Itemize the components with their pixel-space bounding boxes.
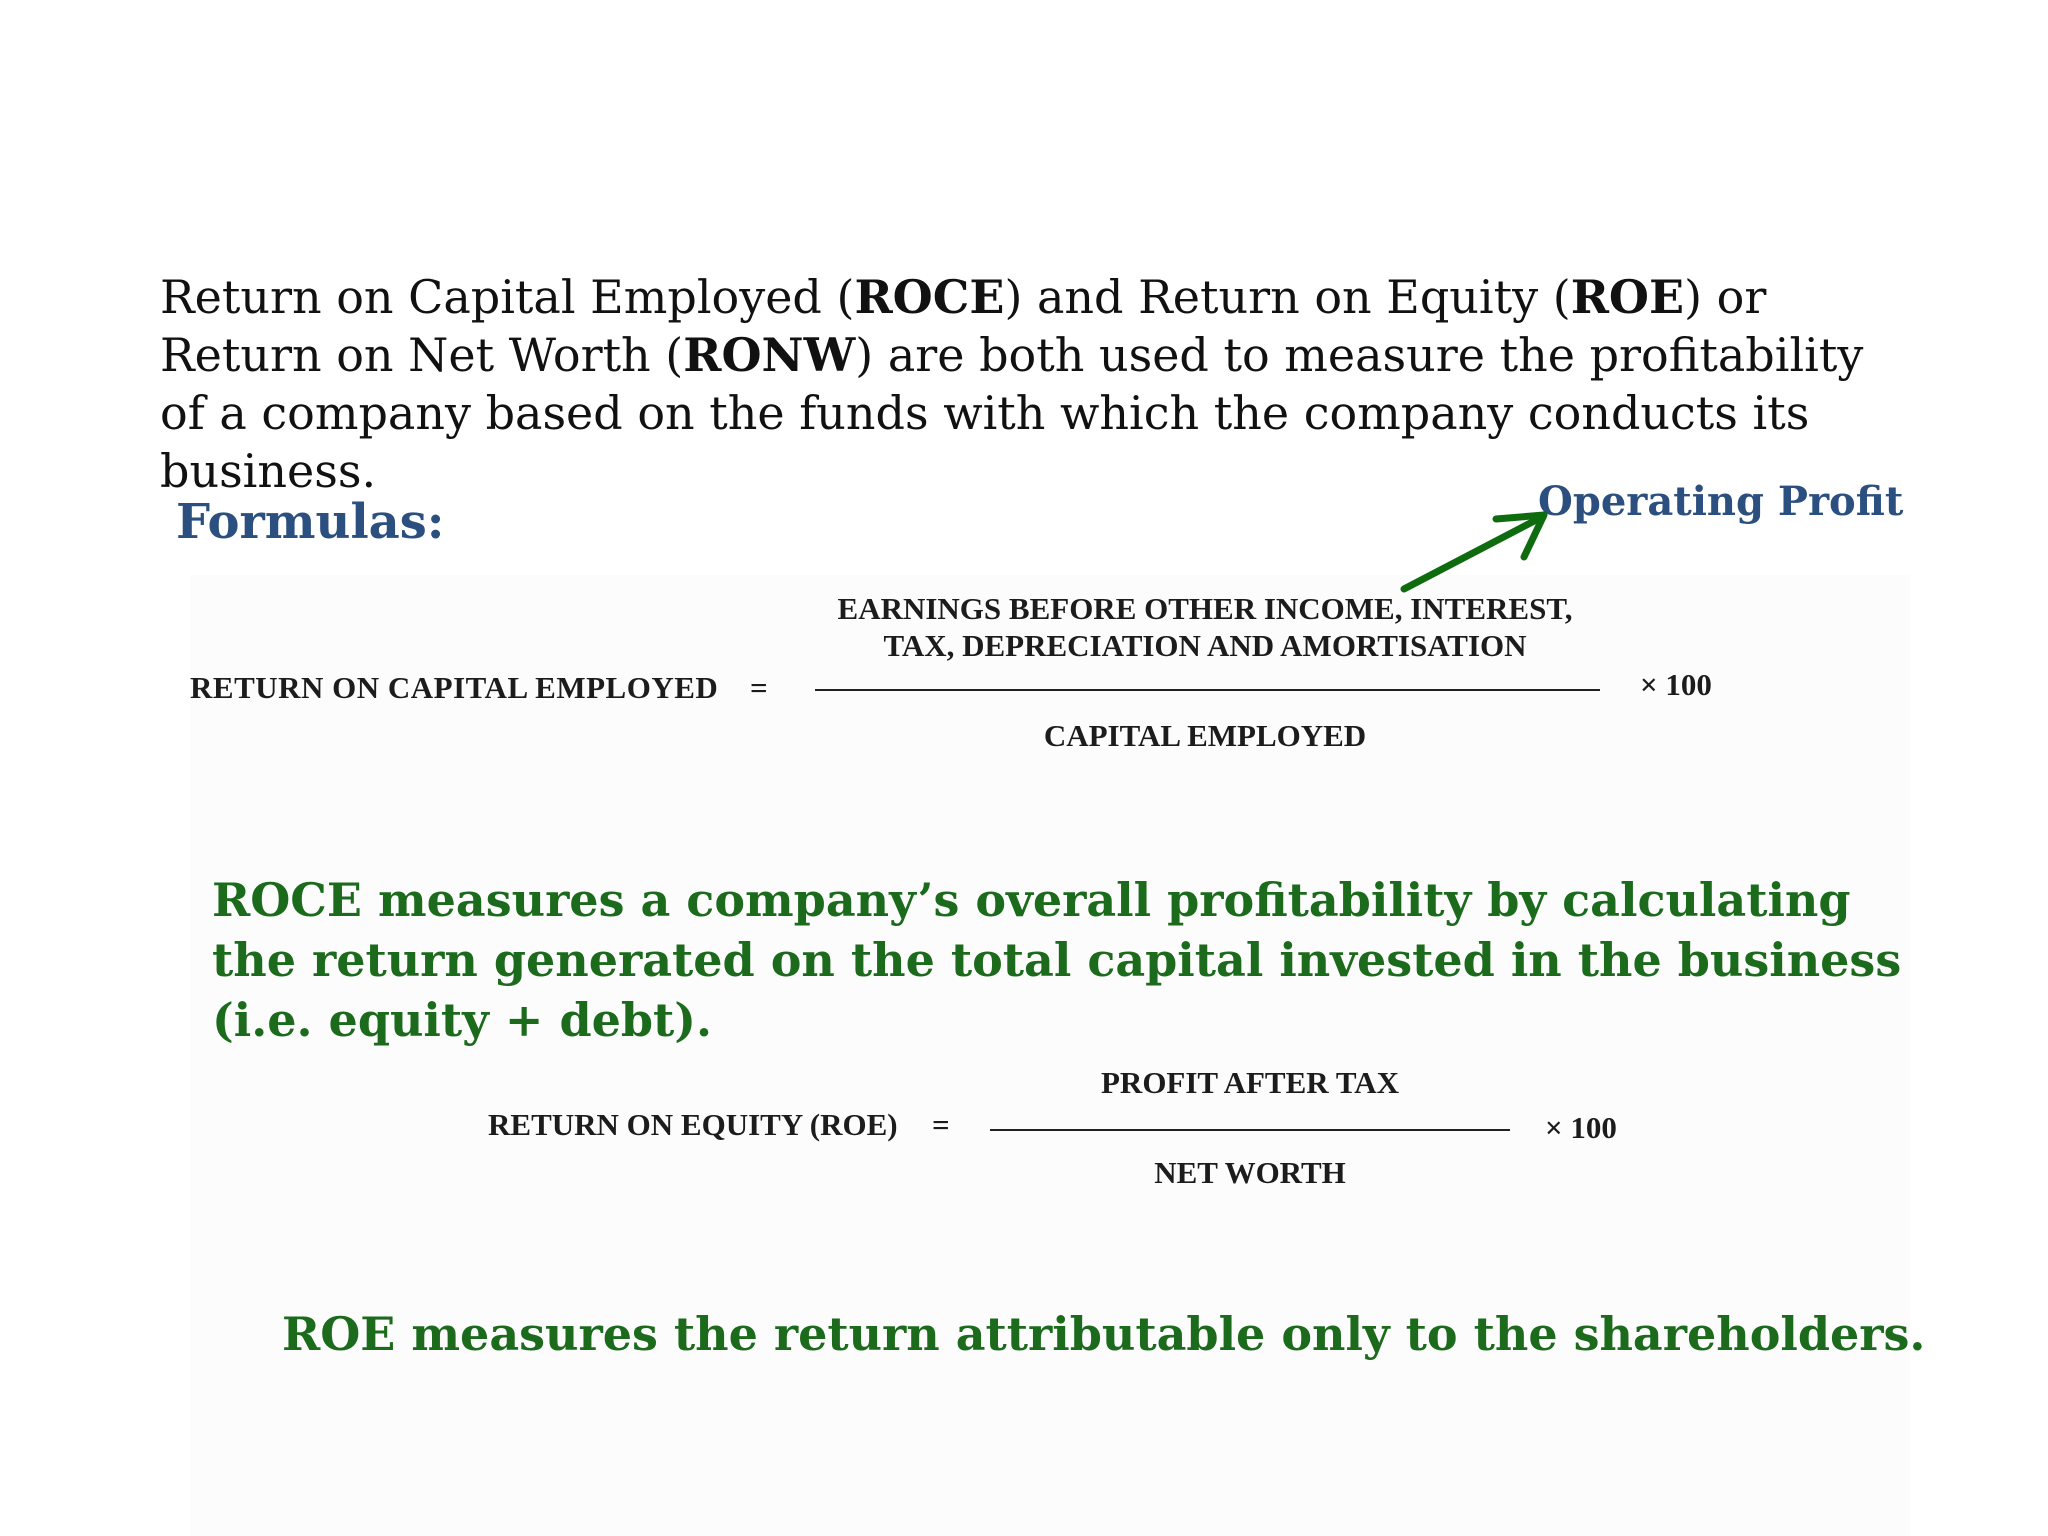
roce-description: ROCE measures a company’s overall profitability by calculating the return generated on the total capital invested in the business (i.e. equity + debt).	[212, 873, 1902, 1047]
roce-numerator-line-1: EARNINGS BEFORE OTHER INCOME, INTEREST,	[837, 591, 1573, 626]
roe-formula-label: RETURN ON EQUITY (ROE)	[488, 1107, 898, 1142]
roce-multiplier: × 100	[1640, 667, 1712, 702]
operating-profit-annotation: Operating Profit	[1538, 478, 1904, 525]
roce-numerator-line-2: TAX, DEPRECIATION AND AMORTISATION	[883, 628, 1527, 663]
roe-multiplier: × 100	[1545, 1110, 1617, 1145]
roe-equals-sign: =	[932, 1107, 950, 1142]
intro-text-2: ) and Return on Equity (	[1004, 270, 1571, 324]
roe-numerator: PROFIT AFTER TAX	[1101, 1065, 1399, 1100]
roce-formula-label: RETURN ON CAPITAL EMPLOYED	[190, 670, 719, 705]
intro-roe-abbr: ROE	[1570, 270, 1685, 324]
intro-text-3: ) or Return on Net Worth (	[160, 270, 1767, 382]
roce-fraction-bar	[815, 689, 1600, 691]
roce-numerator	[810, 590, 1600, 664]
intro-text-1: Return on Capital Employed (	[160, 270, 855, 324]
roe-description: ROE measures the return attributable only to the shareholders.	[282, 1307, 1926, 1361]
intro-paragraph	[160, 268, 1900, 500]
formulas-heading: Formulas:	[176, 494, 445, 550]
roce-equals-sign: =	[750, 670, 768, 705]
roe-fraction-bar	[990, 1129, 1510, 1131]
intro-ronw-abbr: RONW	[683, 328, 856, 382]
intro-text-4: ) are both used to measure the profitability of a company based on the funds with which the company conducts its business.	[160, 328, 1864, 498]
arrow-icon	[1398, 505, 1558, 595]
roce-denominator: CAPITAL EMPLOYED	[1043, 718, 1367, 753]
intro-roce-abbr: ROCE	[854, 270, 1005, 324]
roe-denominator: NET WORTH	[1154, 1155, 1346, 1190]
